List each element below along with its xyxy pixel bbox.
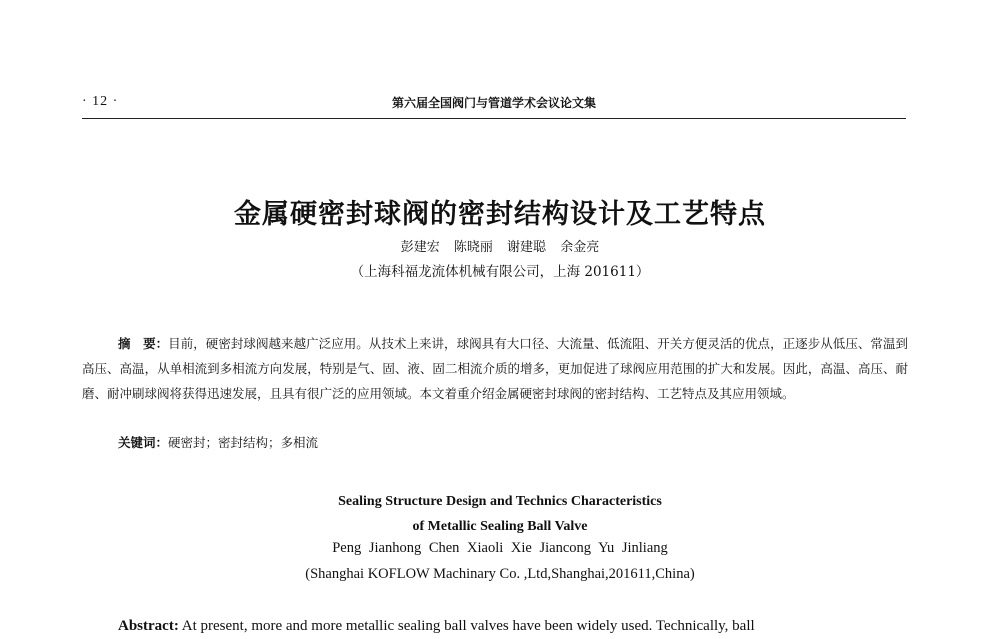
running-header xyxy=(82,92,906,119)
abstract-en xyxy=(118,618,908,635)
abstract-cn-text: 目前，硬密封球阀越来越广泛应用。从技术上来讲，球阀具有大口径、大流量、低流阻、开关方便灵活的优点，正逐步从低压、常温到高压、高温，从单相流到多相流方向发展，特别是气、固、液、固二相流介质的增多，更加促进了球阀应用范围的扩大和发展。因此，高温、高压、耐磨、耐冲刷球阀将获得迅速发展，且具有很广泛的应用领域。本文着重介绍金属硬密封球阀的密封结构、工艺特点及其应用领域。 xyxy=(82,336,908,401)
keywords xyxy=(118,433,318,451)
abstract-cn-label: 摘 要： xyxy=(118,336,169,351)
abstract-cn xyxy=(82,331,908,406)
keywords-label: 关键词： xyxy=(118,435,169,450)
paper-title-cn: 金属硬密封球阀的密封结构设计及工艺特点 xyxy=(234,199,766,230)
affiliation-en: (Shanghai KOFLOW Machinary Co. ,Ltd,Shanghai,201611,China) xyxy=(305,566,695,582)
abstract-en-text: At present, more and more metallic sealing ball valves have been widely used. Technically, ball xyxy=(178,618,755,634)
abstract-en-label: Abstract: xyxy=(118,618,179,634)
title-en-line-1: Sealing Structure Design and Technics Characteristics xyxy=(338,494,662,509)
paper-title-en xyxy=(0,489,1000,539)
keywords-text: 硬密封；密封结构；多相流 xyxy=(168,435,319,450)
authors-en: Peng Jianhong Chen Xiaoli Xie Jiancong Yu Jinliang xyxy=(332,540,668,556)
title-en-line-2: of Metallic Sealing Ball Valve xyxy=(412,519,588,534)
journal-title: 第六届全国阀门与管道学术会议论文集 xyxy=(391,96,596,110)
page-number: · 12 · xyxy=(82,94,119,109)
affiliation-cn: （上海科福龙流体机械有限公司，上海 201611） xyxy=(350,264,650,280)
authors-cn: 彭建宏 陈晓丽 谢建聪 余金亮 xyxy=(400,240,600,255)
